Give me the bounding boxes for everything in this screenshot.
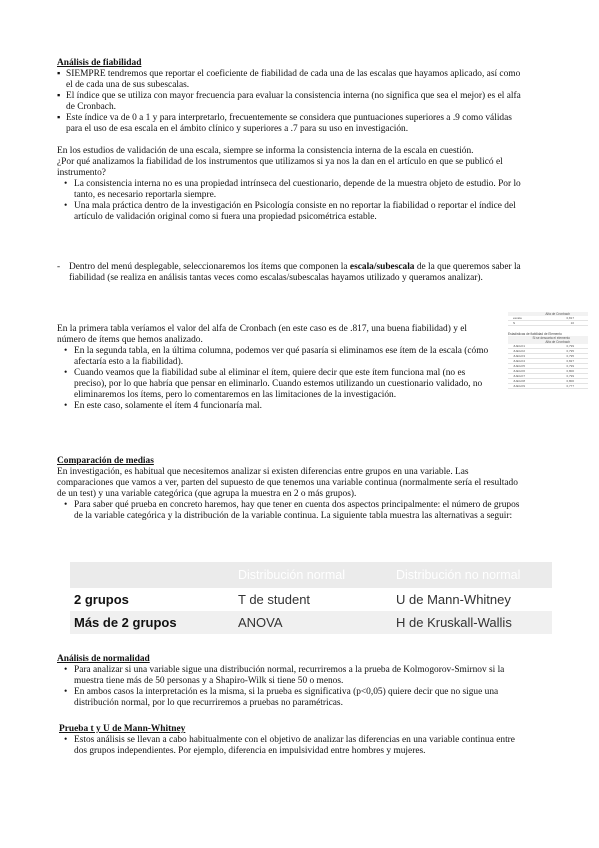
list-item: • En la segunda tabla, en la última columna, podemos ver qué pasaría si eliminamos ese ítem de la escala (cómo afectaría esto a la fiabilidad). [64,346,489,367]
table-row: JUEGO7 0,799 [508,374,588,379]
menu-instruction [57,262,525,284]
table-row: JUEGO8 0,800 [508,379,588,384]
table-row: JUEGO3 0,795 [508,354,588,359]
table-row: N 10 [508,321,588,326]
bullet-icon: • [64,665,68,675]
list-item: • Estos análisis se llevan a cabo habitualmente con el objetivo de analizar las diferencias en una variable continua entre dos grupos independientes. Por ejemplo, diferencia en impulsividad entre hombres y mujeres. [64,735,515,756]
fiabilidad-section [57,58,525,223]
table-row: JUEGO2 0,795 [508,349,588,354]
dash-icon: - [57,262,61,272]
bullet-icon: • [64,179,68,189]
table-row: JUEGO4 0,827 [508,359,588,364]
item-table-column: Alfa de Cronbach [508,340,588,344]
table-row: JUEGO5 0,799 [508,364,588,369]
paragraph: En la primera tabla veríamos el valor del alfa de Cronbach (en este caso es de .817, una buena fiabilidad) y el número de ítems que hemos analizado. [57,324,467,345]
spss-output-thumbnail [508,312,588,436]
medias-section [57,456,525,522]
table-row: escala 0,817 [508,316,588,321]
table-cell: U de Mann-Whitney [396,592,511,607]
paragraph: En los estudios de validación de una escala, siempre se informa la consistencia interna de la escala en cuestión. [57,146,474,156]
table-row: JUEGO6 0,800 [508,369,588,374]
bullet-icon: • [64,368,68,378]
list-item: ▪ El índice que se utiliza con mayor frecuencia para evaluar la consistencia interna (no significa que sea el mejor) es el alfa de Cronbach. [57,91,521,112]
table-row [70,611,552,634]
normalidad-section [57,654,525,709]
list-item: - Dentro del menú desplegable, seleccionaremos los ítems que componen la escala/subescala de la que queremos saber la fiabilidad (se realiza en análisis tantas veces como escalas/subescalas hayamos utilizado y queramos analizar). [57,262,521,283]
table-cell: H de Kruskall-Wallis [396,615,512,630]
row-label: Más de 2 grupos [74,615,177,630]
bullet-icon: • [64,735,68,745]
paragraph: En investigación, es habitual que necesitemos analizar si existen diferencias entre grupos en una variable. Las comparaciones que vamos a ver, parten del supuesto de que tenemos una variable continua (normalmente sería el resultado de un test) y una variable categórica (que agrupa la muestra en 2 o más grupos). [57,467,518,499]
list-item: ▪ Este índice va de 0 a 1 y para interpretarlo, frecuentemente se considera que puntuaciones superiores a .9 como válidas para el uso de esa escala en el ámbito clínico y superiores a .7 para su uso en investigación. [57,113,512,134]
bullet-icon: • [64,500,68,510]
prueba-t-heading: Prueba t y U de Mann-Whitney [59,724,186,734]
list-item: • En ambos casos la interpretación es la misma, si la prueba es significativa (p<0,05) quiere decir que no sigue una distribución normal, por lo que recurriremos a pruebas no paramétricas. [64,687,499,708]
bullet-icon: • [64,346,68,356]
list-item: • Para analizar si una variable sigue una distribución normal, recurriremos a la prueba de Kolmogorov-Smirnov si la muestra tiene más de 50 personas y a Shapiro-Wilk si tiene 50 o menos. [64,665,505,686]
fiabilidad-heading: Análisis de fiabilidad [57,58,142,68]
list-item: • Una mala práctica dentro de la investigación en Psicología consiste en no reportar la fiabilidad o reportar el índice del artículo de validación original como si fuera una propiedad psicométrica estable. [64,201,516,222]
list-item: • La consistencia interna no es una propiedad intrínseca del cuestionario, depende de la muestra objeto de estudio. Por lo tanto, es necesario reportarla siempre. [64,179,521,200]
table-cell: T de student [238,592,311,607]
bullet-icon: • [64,687,68,697]
list-item: • Para saber qué prueba en concreto haremos, hay que tener en cuenta dos aspectos principalmente: el número de grupos de la variable categórica y la distribución de la variable continua. La siguiente tabla muestra las alternativas a seguir: [64,500,520,521]
list-item: • En este caso, solamente el ítem 4 funcionaría mal. [64,401,262,411]
table-row: JUEGO1 0,799 [508,344,588,349]
row-label: 2 grupos [74,592,129,607]
bullet-icon: ▪ [57,91,61,101]
bullet-icon: • [64,401,68,411]
table-header-row [70,562,552,588]
medias-heading: Comparación de medias [57,456,154,466]
table-explanation [57,324,497,412]
header-cell: Distribución no normal [396,567,521,582]
list-item: ▪ SIEMPRE tendremos que reportar el coeficiente de fiabilidad de cada una de las escalas que hayamos aplicado, así como el de cada una de sus subescalas. [57,69,521,90]
list-item: • Cuando veamos que la fiabilidad sube al eliminar el ítem, quiere decir que este ítem funciona mal (no es preciso), por lo que habría que pensar en eliminarlo. Cuando estemos utilizando un cuestionario validado, no eliminaremos los ítems, pero lo comentaremos en las limitaciones de la investigación. [64,368,483,400]
normalidad-heading: Análisis de normalidad [57,654,150,664]
header-cell: Distribución normal [238,567,345,582]
comparison-table [70,562,552,634]
alpha-table-header: Alfa de Cronbach [508,312,588,316]
item-table-subheader: Si se descarta el elemento [508,336,588,340]
bullet-icon: ▪ [57,69,61,79]
bullet-icon: ▪ [57,113,61,123]
bullet-icon: • [64,201,68,211]
prueba-t-section [57,724,525,757]
table-cell: ANOVA [238,615,283,630]
paragraph: ¿Por qué analizamos la fiabilidad de los instrumentos que utilizamos si ya nos la dan en el artículo en que se publicó el instrumento? [57,157,503,178]
item-table-title: Estadísticas de fiabilidad de Elemento [508,332,562,336]
table-row [70,588,552,611]
table-row: JUEGO9 0,777 [508,384,588,389]
